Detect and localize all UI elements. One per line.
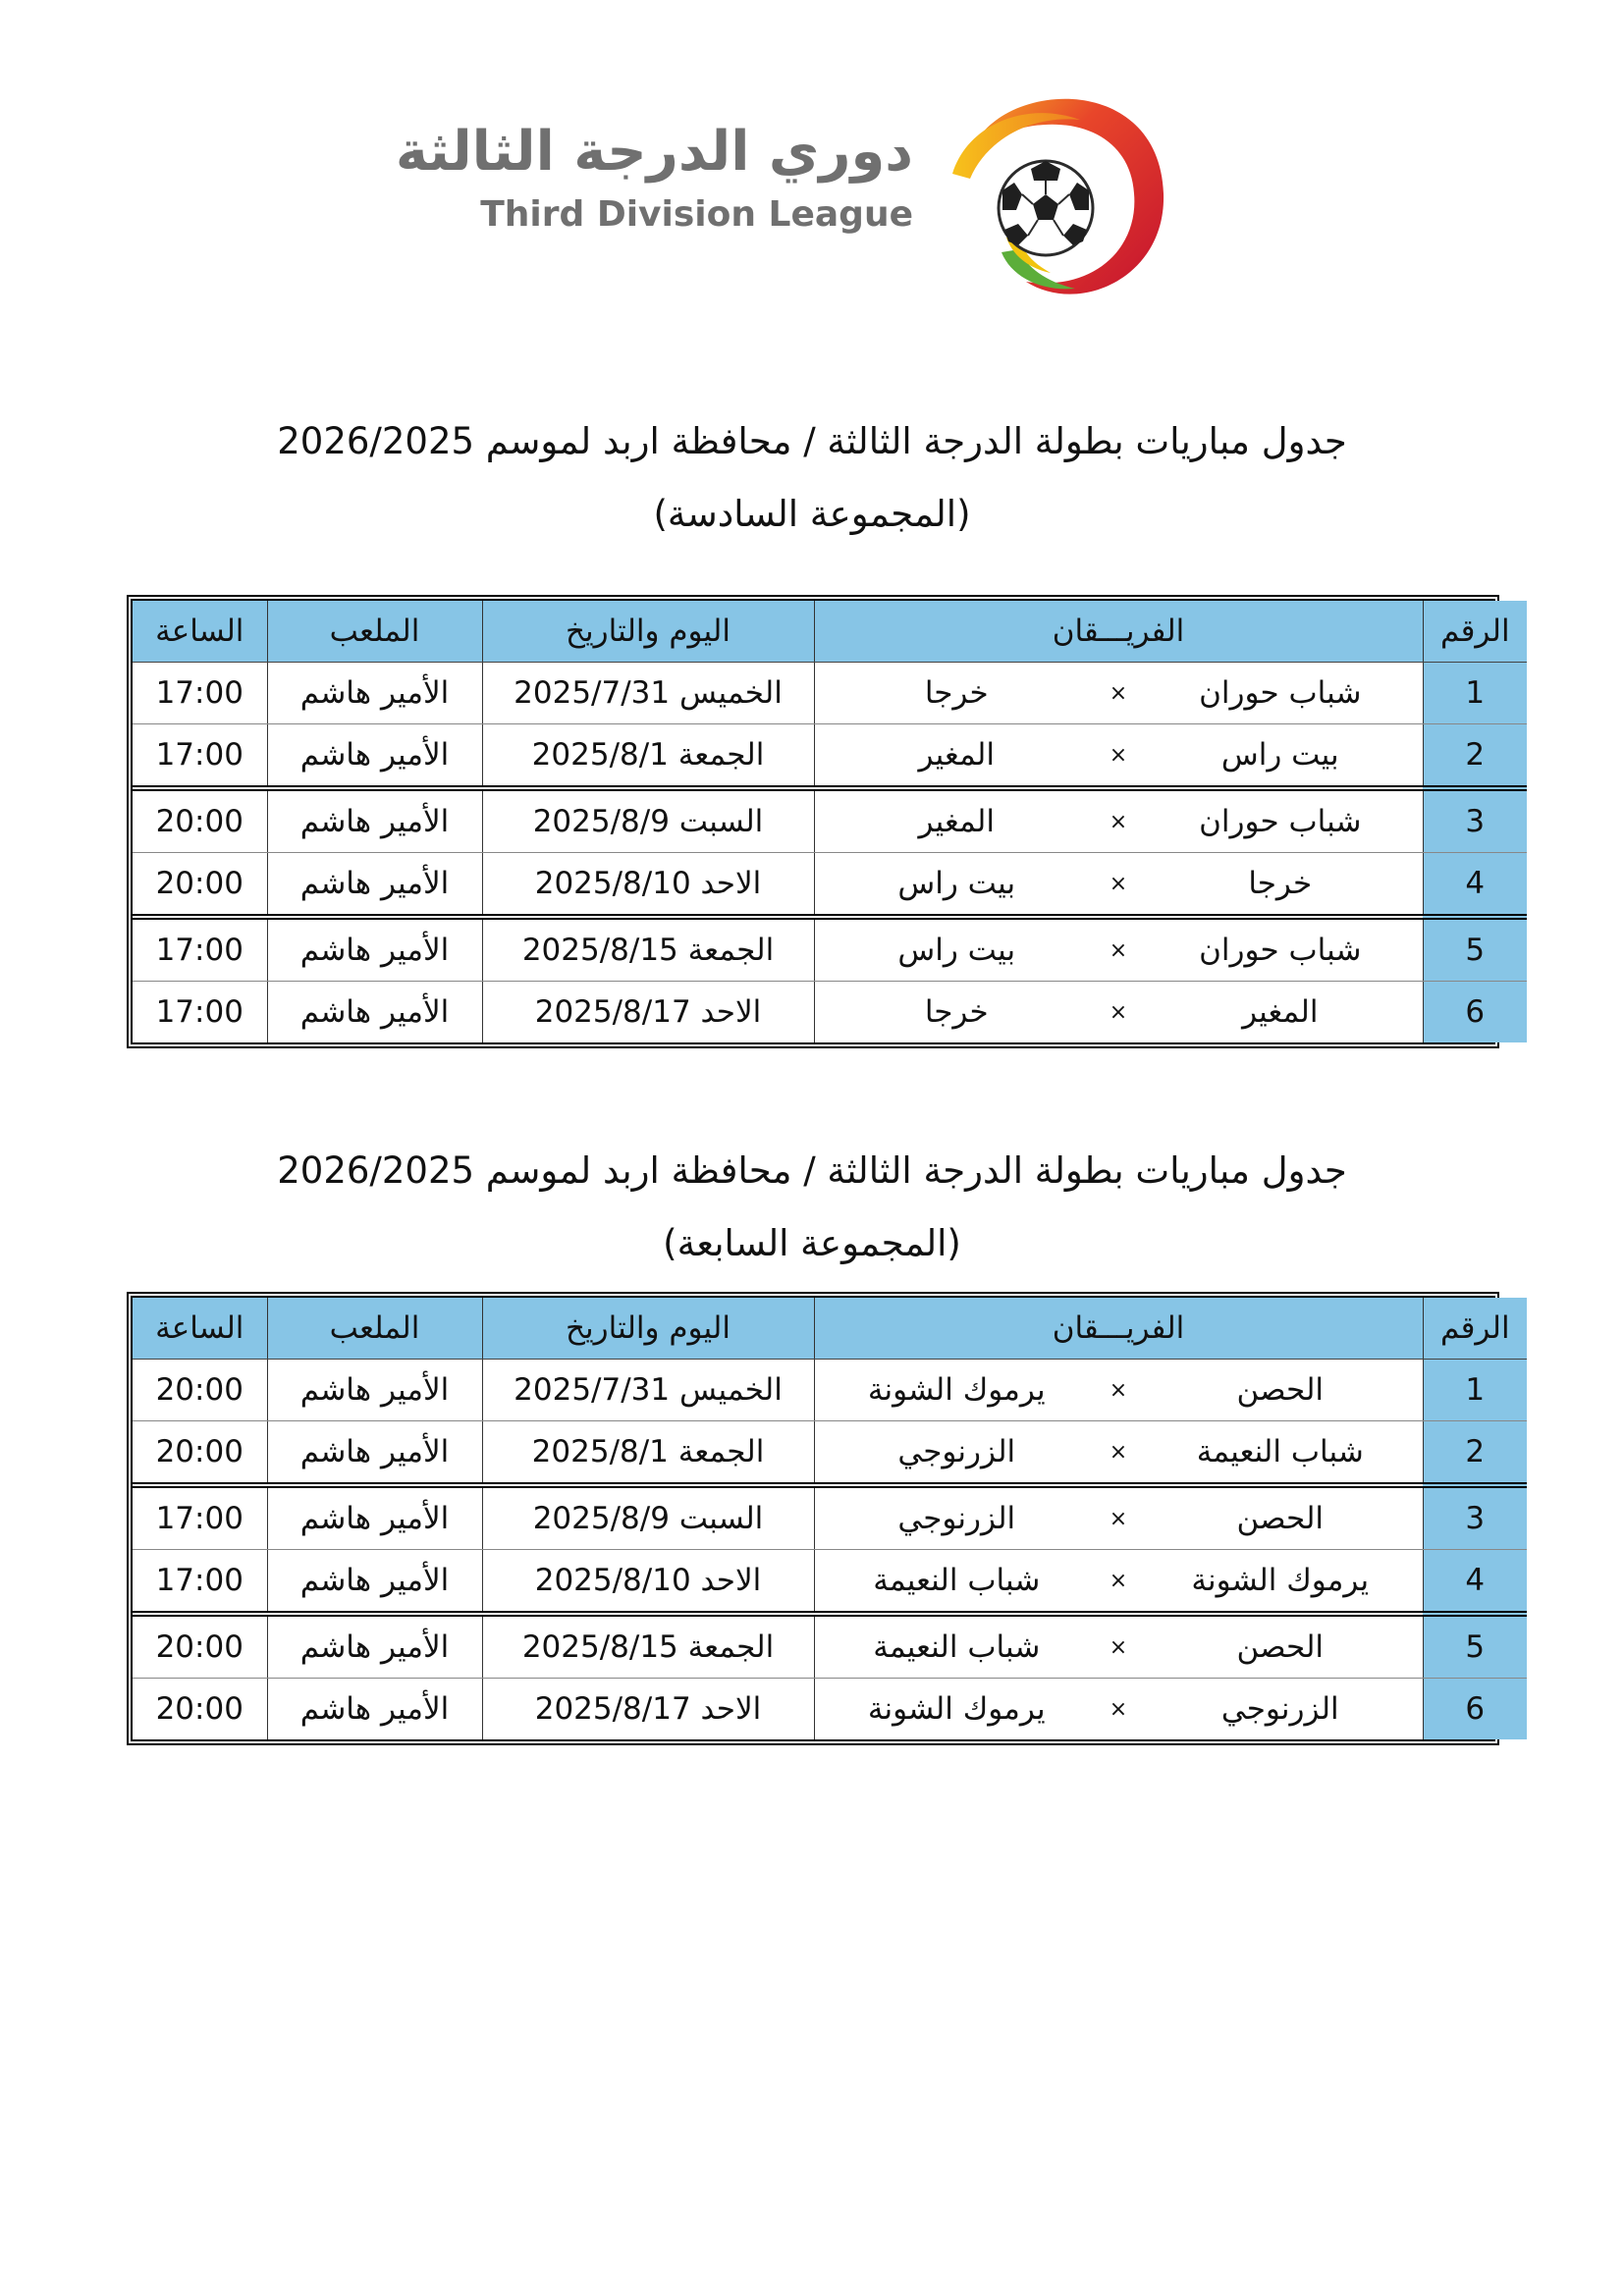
logo-english-name: Third Division League bbox=[480, 194, 913, 235]
group-7-subtitle: (المجموعة السابعة) bbox=[663, 1222, 961, 1264]
versus-mark: × bbox=[1099, 1614, 1138, 1679]
home-team: شباب حوران bbox=[1138, 917, 1423, 982]
versus-mark: × bbox=[1109, 1696, 1128, 1722]
match-time: 20:00 bbox=[133, 1421, 267, 1486]
header-number: الرقم bbox=[1423, 601, 1527, 663]
match-row bbox=[133, 724, 1527, 789]
header-teams: الفريـــقان bbox=[814, 1298, 1423, 1360]
match-stadium: الأمير هاشم bbox=[267, 663, 482, 724]
table-header-row bbox=[133, 1298, 1527, 1360]
header-stadium: الملعب bbox=[267, 1298, 482, 1360]
match-day-date: الجمعة 2025/8/1 bbox=[482, 1421, 814, 1486]
match-time: 17:00 bbox=[133, 724, 267, 789]
header-day-date: اليوم والتاريخ bbox=[482, 601, 814, 663]
versus-mark: × bbox=[1099, 917, 1138, 982]
away-team: بيت راس bbox=[814, 853, 1099, 918]
away-team: المغير bbox=[814, 788, 1099, 853]
match-time: 17:00 bbox=[133, 917, 267, 982]
match-stadium: الأمير هاشم bbox=[267, 917, 482, 982]
match-time: 17:00 bbox=[133, 1550, 267, 1615]
group-7-heading bbox=[0, 1147, 1624, 1268]
versus-mark: × bbox=[1099, 853, 1138, 918]
header-number: الرقم bbox=[1423, 1298, 1527, 1360]
match-time: 20:00 bbox=[133, 788, 267, 853]
away-team: خرجا bbox=[814, 982, 1099, 1043]
match-day-date: الاحد 2025/8/17 bbox=[482, 1679, 814, 1740]
match-stadium: الأمير هاشم bbox=[267, 982, 482, 1043]
table-header-row bbox=[133, 601, 1527, 663]
match-stadium: الأمير هاشم bbox=[267, 1485, 482, 1550]
home-team: الزرنوجي bbox=[1138, 1679, 1423, 1740]
versus-mark: × bbox=[1099, 1421, 1138, 1486]
match-stadium: الأمير هاشم bbox=[267, 1421, 482, 1486]
home-team: الحصن bbox=[1138, 1485, 1423, 1550]
versus-mark: × bbox=[1099, 1485, 1138, 1550]
match-row bbox=[133, 982, 1527, 1043]
home-team: الحصن bbox=[1138, 1360, 1423, 1421]
group-6-heading bbox=[0, 417, 1624, 539]
match-time: 20:00 bbox=[133, 1679, 267, 1740]
match-number: 3 bbox=[1423, 788, 1527, 853]
match-time: 20:00 bbox=[133, 1360, 267, 1421]
home-team: المغير bbox=[1138, 982, 1423, 1043]
match-time: 17:00 bbox=[133, 663, 267, 724]
match-row bbox=[133, 1550, 1527, 1615]
match-day-date: الجمعة 2025/8/15 bbox=[482, 917, 814, 982]
logo-arabic-name: دوري الدرجة الثالثة bbox=[395, 120, 913, 184]
match-row bbox=[133, 917, 1527, 982]
match-stadium: الأمير هاشم bbox=[267, 724, 482, 789]
match-day-date: الاحد 2025/8/10 bbox=[482, 1550, 814, 1615]
match-day-date: الاحد 2025/8/10 bbox=[482, 853, 814, 918]
match-day-date: الجمعة 2025/8/1 bbox=[482, 724, 814, 789]
match-number: 5 bbox=[1423, 917, 1527, 982]
header-time: الساعة bbox=[133, 601, 267, 663]
logo-text bbox=[396, 120, 913, 235]
header-teams: الفريـــقان bbox=[814, 601, 1423, 663]
match-number: 5 bbox=[1423, 1614, 1527, 1679]
versus-mark: × bbox=[1099, 724, 1138, 789]
away-team: يرموك الشونة bbox=[814, 1679, 1099, 1740]
match-day-date: الاحد 2025/8/17 bbox=[482, 982, 814, 1043]
match-row bbox=[133, 1614, 1527, 1679]
match-number: 6 bbox=[1423, 982, 1527, 1043]
match-number: 2 bbox=[1423, 724, 1527, 789]
match-day-date: السبت 2025/8/9 bbox=[482, 1485, 814, 1550]
header-time: الساعة bbox=[133, 1298, 267, 1360]
group-7-title: جدول مباريات بطولة الدرجة الثالثة / محافظة اربد لموسم 2026/2025 bbox=[277, 1149, 1347, 1192]
match-row bbox=[133, 663, 1527, 724]
match-stadium: الأمير هاشم bbox=[267, 1550, 482, 1615]
match-number: 1 bbox=[1423, 1360, 1527, 1421]
group-6-schedule-table bbox=[127, 595, 1510, 1048]
group-7-schedule-table bbox=[127, 1292, 1510, 1745]
match-number: 6 bbox=[1423, 1679, 1527, 1740]
group-6-subtitle: (المجموعة السادسة) bbox=[653, 493, 971, 535]
home-team: شباب حوران bbox=[1138, 788, 1423, 853]
versus-mark: × bbox=[1099, 1550, 1138, 1615]
versus-mark: × bbox=[1109, 999, 1128, 1025]
match-day-date: الخميس 2025/7/31 bbox=[482, 1360, 814, 1421]
away-team: الزرنوجي bbox=[814, 1485, 1099, 1550]
away-team: شباب النعيمة bbox=[814, 1614, 1099, 1679]
away-team: المغير bbox=[814, 724, 1099, 789]
match-row bbox=[133, 1679, 1527, 1740]
header-day-date: اليوم والتاريخ bbox=[482, 1298, 814, 1360]
away-team: الزرنوجي bbox=[814, 1421, 1099, 1486]
match-row bbox=[133, 1421, 1527, 1486]
away-team: خرجا bbox=[814, 663, 1099, 724]
away-team: شباب النعيمة bbox=[814, 1550, 1099, 1615]
home-team: الحصن bbox=[1138, 1614, 1423, 1679]
match-row bbox=[133, 788, 1527, 853]
header-stadium: الملعب bbox=[267, 601, 482, 663]
match-time: 20:00 bbox=[133, 853, 267, 918]
versus-mark: × bbox=[1099, 663, 1138, 724]
home-team: خرجا bbox=[1138, 853, 1423, 918]
match-number: 4 bbox=[1423, 853, 1527, 918]
match-stadium: الأمير هاشم bbox=[267, 853, 482, 918]
match-row bbox=[133, 853, 1527, 918]
home-team: يرموك الشونة bbox=[1138, 1550, 1423, 1615]
match-day-date: الخميس 2025/7/31 bbox=[482, 663, 814, 724]
match-number: 2 bbox=[1423, 1421, 1527, 1486]
match-stadium: الأمير هاشم bbox=[267, 1679, 482, 1740]
match-time: 17:00 bbox=[133, 1485, 267, 1550]
away-team: بيت راس bbox=[814, 917, 1099, 982]
home-team: شباب النعيمة bbox=[1138, 1421, 1423, 1486]
home-team: شباب حوران bbox=[1138, 663, 1423, 724]
away-team: يرموك الشونة bbox=[814, 1360, 1099, 1421]
match-time: 20:00 bbox=[133, 1614, 267, 1679]
group-6-title: جدول مباريات بطولة الدرجة الثالثة / محافظة اربد لموسم 2026/2025 bbox=[277, 420, 1347, 462]
match-row bbox=[133, 1485, 1527, 1550]
match-stadium: الأمير هاشم bbox=[267, 788, 482, 853]
match-day-date: السبت 2025/8/9 bbox=[482, 788, 814, 853]
versus-mark: × bbox=[1099, 1360, 1138, 1421]
versus-mark: × bbox=[1099, 788, 1138, 853]
match-number: 3 bbox=[1423, 1485, 1527, 1550]
league-logo bbox=[395, 80, 1178, 316]
match-day-date: الجمعة 2025/8/15 bbox=[482, 1614, 814, 1679]
home-team: بيت راس bbox=[1138, 724, 1423, 789]
football-swoosh-logo-icon bbox=[933, 80, 1178, 316]
match-stadium: الأمير هاشم bbox=[267, 1360, 482, 1421]
match-number: 1 bbox=[1423, 663, 1527, 724]
match-number: 4 bbox=[1423, 1550, 1527, 1615]
match-time: 17:00 bbox=[133, 982, 267, 1043]
match-row bbox=[133, 1360, 1527, 1421]
match-stadium: الأمير هاشم bbox=[267, 1614, 482, 1679]
